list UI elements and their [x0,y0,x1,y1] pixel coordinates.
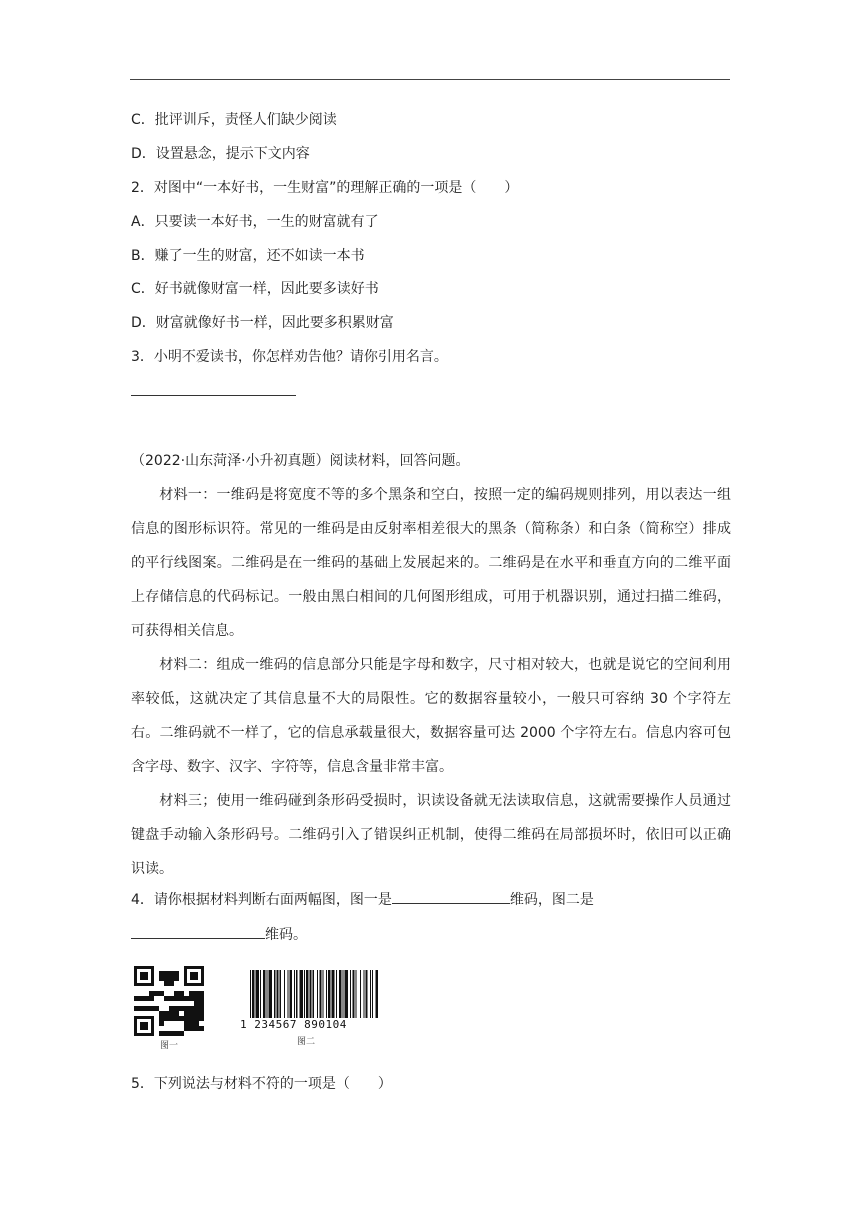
qr-code-image [134,966,204,1036]
q4-line-1 [131,889,594,910]
material-2 [131,648,731,784]
passage-source: （2022·山东菏泽·小升初真题）阅读材料，回答问题。 [131,453,470,469]
q5-stem: 5．下列说法与材料不符的一项是（ ） [131,1076,392,1092]
material-2-text: 材料二：组成一维码的信息部分只能是字母和数字，尺寸相对较大，也就是说它的空间利用率较低，这就决定了其信息量不大的局限性。它的数据容量较小，一般只可容纳 30 个字符左右。二维码就不一样了，它的信息承载量很大，数据容量可达 2000 个字符左右。信息内容可包含字母、数字、汉字、字符等，信息含量非常丰富。 [131,657,731,775]
q1-option-d: D．设置悬念，提示下文内容 [131,146,310,162]
q3-answer-blank[interactable] [131,381,296,402]
q2-option-b: B．赚了一生的财富，还不如读一本书 [131,248,365,264]
barcode-image [248,970,378,1018]
q1-option-c: C．批评训斥，责怪人们缺少阅读 [131,112,337,128]
fig1-caption: 图一 [160,1041,179,1051]
q2-option-c: C．好书就像财富一样，因此要多读好书 [131,281,379,297]
barcode-digits: 1 234567 890104 [240,1018,347,1031]
material-3-text: 材料三；使用一维码碰到条形码受损时，识读设备就无法读取信息，这就需要操作人员通过键盘手动输入条形码号。二维码引入了错误纠正机制，使得二维码在局部损坏时，依旧可以正确识读。 [131,793,731,877]
q4-text-1: 4．请你根据材料判断右面两幅图，图一是 [131,892,392,908]
q4-blank-2[interactable] [131,924,265,939]
fig2-caption: 图二 [297,1037,316,1047]
material-1-text: 材料一：一维码是将宽度不等的多个黑条和空白，按照一定的编码规则排列，用以表达一组信息的图形标识符。常见的一维码是由反射率相差很大的黑条（简称条）和白条（简称空）排成的平行线图案。二维码是在一维码的基础上发展起来的。二维码是在水平和垂直方向的二维平面上存储信息的代码标记。一般由黑白相间的几何图形组成，可用于机器识别，通过扫描二维码，可获得相关信息。 [131,487,731,639]
q3-stem: 3．小明不爱读书，你怎样劝告他？请你引用名言。 [131,349,448,365]
q2-stem: 2．对图中“一本好书，一生财富”的理解正确的一项是（ ） [131,180,519,196]
q4-blank-1[interactable] [392,889,510,904]
figures [134,962,394,1052]
q4-line-2 [131,924,307,945]
header-rule [130,79,730,80]
material-1 [131,478,731,648]
q4-text-2: 维码，图二是 [509,892,594,908]
material-3 [131,784,731,886]
q2-option-a: A．只要读一本好书，一生的财富就有了 [131,214,379,230]
q2-option-d: D．财富就像好书一样，因此要多积累财富 [131,315,394,331]
q4-text-3: 维码。 [265,927,307,943]
